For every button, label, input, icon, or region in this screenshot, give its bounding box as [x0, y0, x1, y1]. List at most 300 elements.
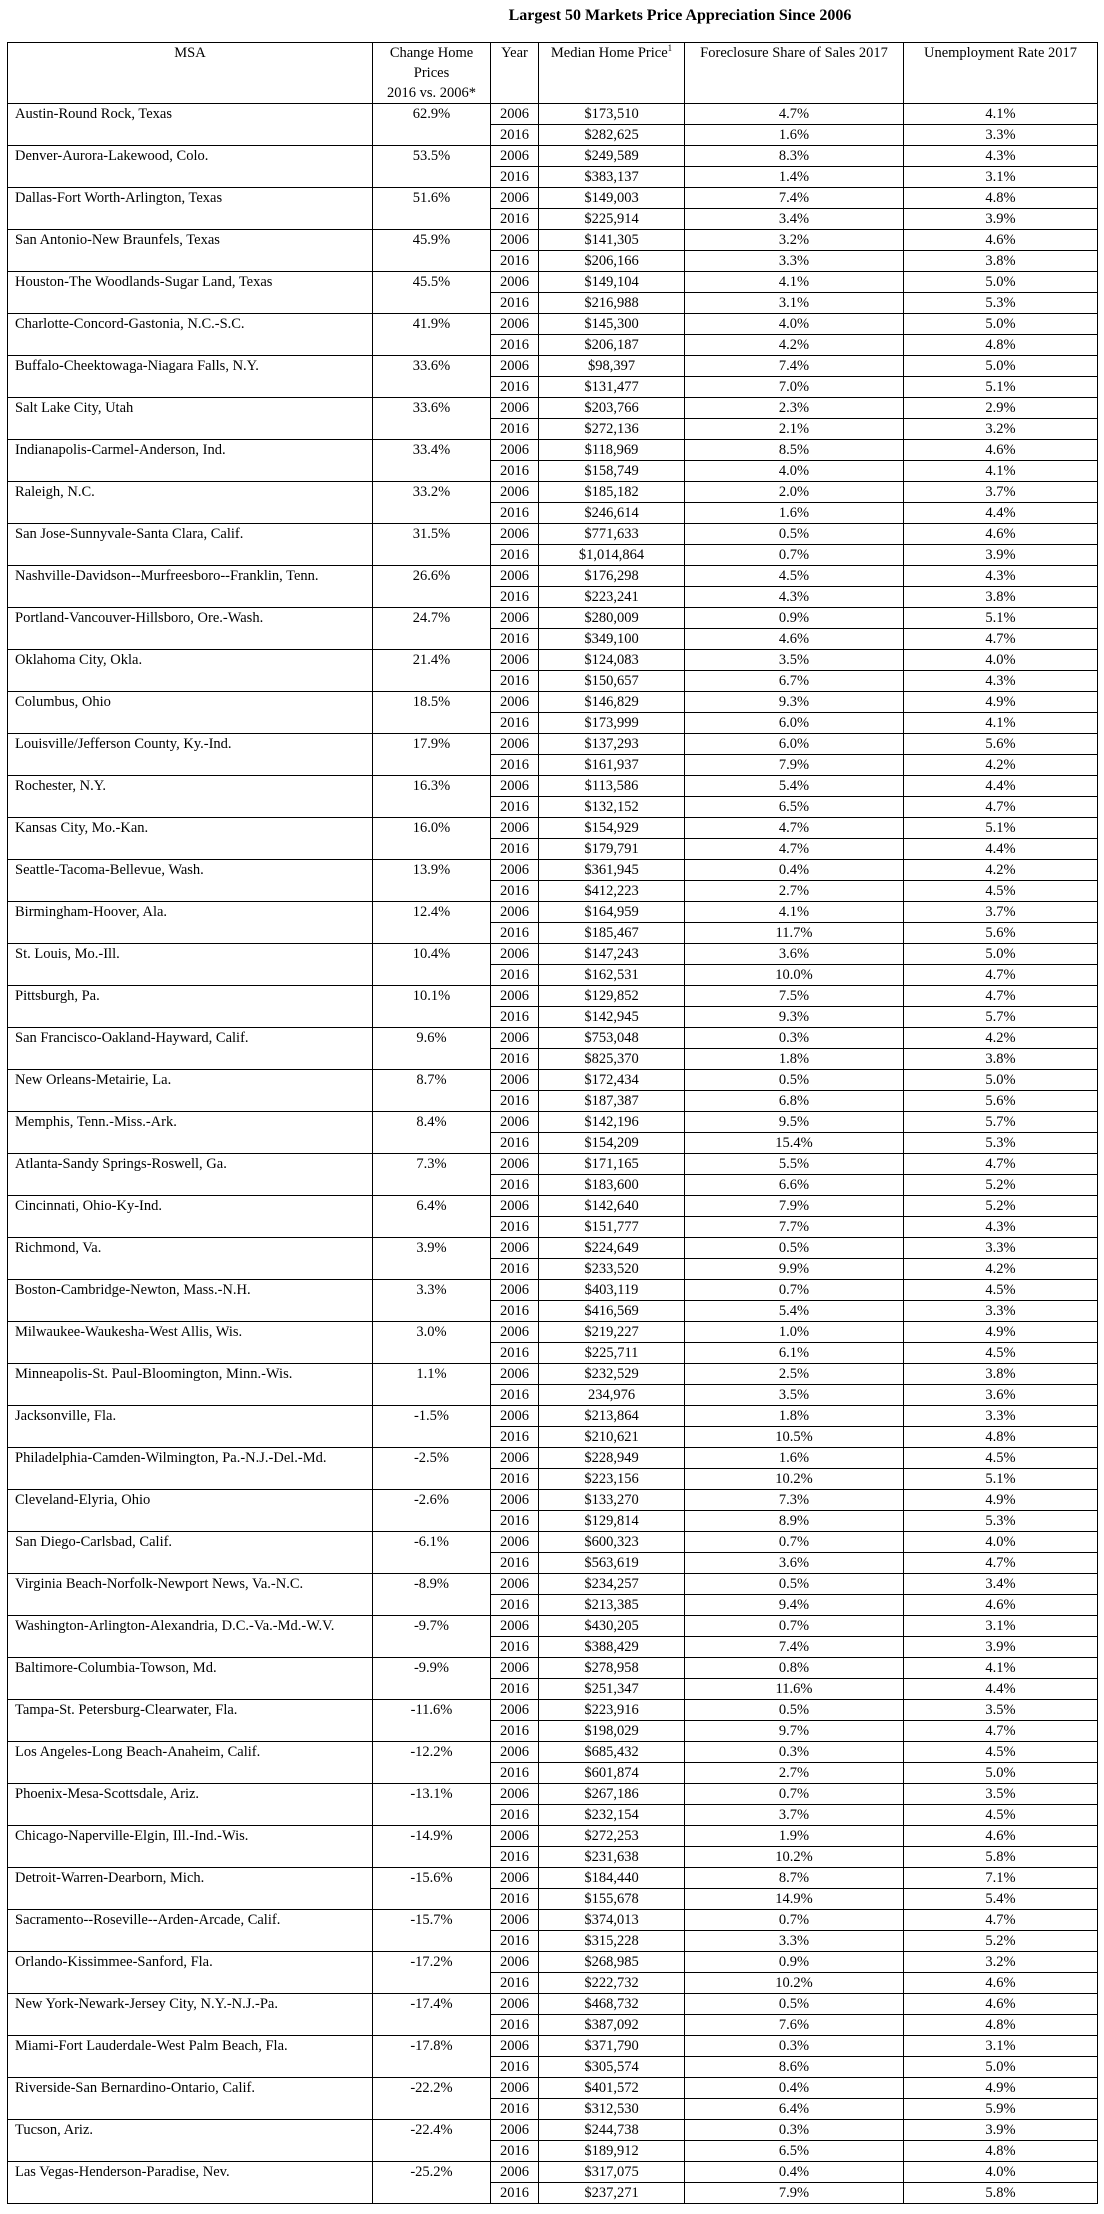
year-cell: 2016 — [491, 1133, 539, 1154]
year-cell: 2016 — [491, 1469, 539, 1490]
unemployment-cell: 3.1% — [904, 1616, 1098, 1637]
change-cell: 7.3% — [373, 1154, 491, 1196]
table-row — [8, 1028, 1098, 1049]
change-cell: 18.5% — [373, 692, 491, 734]
foreclosure-cell: 2.1% — [685, 419, 904, 440]
year-cell: 2006 — [491, 2162, 539, 2183]
change-cell: 12.4% — [373, 902, 491, 944]
median-price-cell: $267,186 — [539, 1784, 685, 1805]
foreclosure-cell: 6.1% — [685, 1343, 904, 1364]
median-price-cell: $430,205 — [539, 1616, 685, 1637]
msa-cell: San Jose-Sunnyvale-Santa Clara, Calif. — [8, 524, 373, 566]
median-price-cell: $563,619 — [539, 1553, 685, 1574]
header-change — [373, 43, 491, 104]
median-price-cell: $825,370 — [539, 1049, 685, 1070]
unemployment-cell: 3.6% — [904, 1385, 1098, 1406]
foreclosure-cell: 6.7% — [685, 671, 904, 692]
median-price-cell: $374,013 — [539, 1910, 685, 1931]
foreclosure-cell: 0.3% — [685, 1742, 904, 1763]
foreclosure-cell: 4.7% — [685, 839, 904, 860]
unemployment-cell: 3.3% — [904, 1406, 1098, 1427]
median-price-cell: $185,182 — [539, 482, 685, 503]
unemployment-cell: 5.7% — [904, 1112, 1098, 1133]
table-row — [8, 1784, 1098, 1805]
median-price-cell: $282,625 — [539, 125, 685, 146]
median-price-cell: $225,711 — [539, 1343, 685, 1364]
median-price-cell: $154,929 — [539, 818, 685, 839]
median-price-cell: $403,119 — [539, 1280, 685, 1301]
header-year: Year — [491, 43, 539, 104]
unemployment-cell: 4.1% — [904, 104, 1098, 125]
median-price-cell: $213,385 — [539, 1595, 685, 1616]
table-row — [8, 1826, 1098, 1847]
foreclosure-cell: 7.0% — [685, 377, 904, 398]
median-price-cell: $468,732 — [539, 1994, 685, 2015]
foreclosure-cell: 11.6% — [685, 1679, 904, 1700]
unemployment-cell: 4.4% — [904, 1679, 1098, 1700]
change-cell: -2.6% — [373, 1490, 491, 1532]
foreclosure-cell: 5.4% — [685, 1301, 904, 1322]
unemployment-cell: 3.7% — [904, 902, 1098, 923]
year-cell: 2016 — [491, 587, 539, 608]
foreclosure-cell: 3.5% — [685, 650, 904, 671]
foreclosure-cell: 7.3% — [685, 1490, 904, 1511]
foreclosure-cell: 9.4% — [685, 1595, 904, 1616]
change-cell: 8.7% — [373, 1070, 491, 1112]
unemployment-cell: 4.6% — [904, 1826, 1098, 1847]
year-cell: 2016 — [491, 1847, 539, 1868]
year-cell: 2016 — [491, 1301, 539, 1322]
change-cell: 45.5% — [373, 272, 491, 314]
change-cell: 13.9% — [373, 860, 491, 902]
unemployment-cell: 3.3% — [904, 125, 1098, 146]
change-cell: -13.1% — [373, 1784, 491, 1826]
header-unemployment: Unemployment Rate 2017 — [904, 43, 1098, 104]
median-price-cell: $349,100 — [539, 629, 685, 650]
unemployment-cell: 5.0% — [904, 1763, 1098, 1784]
table-row — [8, 1994, 1098, 2015]
foreclosure-cell: 4.6% — [685, 629, 904, 650]
change-cell: 33.6% — [373, 398, 491, 440]
foreclosure-cell: 1.6% — [685, 1448, 904, 1469]
foreclosure-cell: 0.7% — [685, 545, 904, 566]
msa-cell: Nashville-Davidson--Murfreesboro--Franklin, Tenn. — [8, 566, 373, 608]
foreclosure-cell: 0.9% — [685, 608, 904, 629]
change-cell: 21.4% — [373, 650, 491, 692]
year-cell: 2016 — [491, 965, 539, 986]
year-cell: 2016 — [491, 1763, 539, 1784]
change-cell: 53.5% — [373, 146, 491, 188]
header-change-line-1: Change Home — [389, 45, 474, 61]
median-price-cell: $171,165 — [539, 1154, 685, 1175]
year-cell: 2006 — [491, 1196, 539, 1217]
year-cell: 2016 — [491, 629, 539, 650]
unemployment-cell: 4.1% — [904, 713, 1098, 734]
year-cell: 2006 — [491, 1322, 539, 1343]
median-price-cell: $251,347 — [539, 1679, 685, 1700]
table-row — [8, 1532, 1098, 1553]
table-row — [8, 1574, 1098, 1595]
median-price-cell: $150,657 — [539, 671, 685, 692]
unemployment-cell: 5.0% — [904, 944, 1098, 965]
median-price-cell: $131,477 — [539, 377, 685, 398]
foreclosure-cell: 6.8% — [685, 1091, 904, 1112]
foreclosure-cell: 9.5% — [685, 1112, 904, 1133]
table-row — [8, 1910, 1098, 1931]
unemployment-cell: 3.2% — [904, 1952, 1098, 1973]
year-cell: 2016 — [491, 419, 539, 440]
change-cell: -9.9% — [373, 1658, 491, 1700]
msa-cell: Kansas City, Mo.-Kan. — [8, 818, 373, 860]
median-price-cell: $185,467 — [539, 923, 685, 944]
year-cell: 2006 — [491, 734, 539, 755]
median-price-cell: $361,945 — [539, 860, 685, 881]
median-price-cell: $387,092 — [539, 2015, 685, 2036]
median-price-cell: $305,574 — [539, 2057, 685, 2078]
foreclosure-cell: 7.6% — [685, 2015, 904, 2036]
median-price-cell: $141,305 — [539, 230, 685, 251]
unemployment-cell: 4.3% — [904, 146, 1098, 167]
table-row — [8, 650, 1098, 671]
header-change-line-2: Prices — [413, 65, 450, 81]
msa-cell: Pittsburgh, Pa. — [8, 986, 373, 1028]
msa-cell: Denver-Aurora-Lakewood, Colo. — [8, 146, 373, 188]
foreclosure-cell: 3.6% — [685, 944, 904, 965]
year-cell: 2006 — [491, 1448, 539, 1469]
foreclosure-cell: 8.9% — [685, 1511, 904, 1532]
foreclosure-cell: 0.4% — [685, 2162, 904, 2183]
median-price-cell: $189,912 — [539, 2141, 685, 2162]
median-price-cell: $151,777 — [539, 1217, 685, 1238]
foreclosure-cell: 6.6% — [685, 1175, 904, 1196]
median-price-cell: $145,300 — [539, 314, 685, 335]
foreclosure-cell: 3.5% — [685, 1385, 904, 1406]
table-row — [8, 1742, 1098, 1763]
change-cell: -2.5% — [373, 1448, 491, 1490]
msa-cell: Dallas-Fort Worth-Arlington, Texas — [8, 188, 373, 230]
unemployment-cell: 4.7% — [904, 1154, 1098, 1175]
year-cell: 2006 — [491, 2078, 539, 2099]
year-cell: 2006 — [491, 1154, 539, 1175]
unemployment-cell: 4.9% — [904, 1490, 1098, 1511]
foreclosure-cell: 0.3% — [685, 1028, 904, 1049]
year-cell: 2016 — [491, 1637, 539, 1658]
year-cell: 2016 — [491, 1805, 539, 1826]
year-cell: 2016 — [491, 1259, 539, 1280]
table-row — [8, 1448, 1098, 1469]
median-price-cell: $278,958 — [539, 1658, 685, 1679]
year-cell: 2006 — [491, 650, 539, 671]
unemployment-cell: 7.1% — [904, 1868, 1098, 1889]
unemployment-cell: 5.3% — [904, 1511, 1098, 1532]
change-cell: 10.1% — [373, 986, 491, 1028]
unemployment-cell: 4.2% — [904, 860, 1098, 881]
median-price-cell: $268,985 — [539, 1952, 685, 1973]
year-cell: 2006 — [491, 398, 539, 419]
unemployment-cell: 3.9% — [904, 1637, 1098, 1658]
table-row — [8, 524, 1098, 545]
table-row — [8, 2162, 1098, 2183]
foreclosure-cell: 10.2% — [685, 1973, 904, 1994]
median-price-cell: $222,732 — [539, 1973, 685, 1994]
foreclosure-cell: 10.5% — [685, 1427, 904, 1448]
change-cell: -17.8% — [373, 2036, 491, 2078]
msa-cell: San Diego-Carlsbad, Calif. — [8, 1532, 373, 1574]
year-cell: 2006 — [491, 566, 539, 587]
foreclosure-cell: 8.5% — [685, 440, 904, 461]
year-cell: 2006 — [491, 2120, 539, 2141]
header-price-footnote: 1 — [667, 43, 673, 54]
change-cell: 33.4% — [373, 440, 491, 482]
median-price-cell: $176,298 — [539, 566, 685, 587]
unemployment-cell: 4.8% — [904, 1427, 1098, 1448]
year-cell: 2006 — [491, 1070, 539, 1091]
year-cell: 2016 — [491, 2099, 539, 2120]
year-cell: 2006 — [491, 1868, 539, 1889]
foreclosure-cell: 4.7% — [685, 818, 904, 839]
year-cell: 2016 — [491, 1007, 539, 1028]
msa-cell: Orlando-Kissimmee-Sanford, Fla. — [8, 1952, 373, 1994]
msa-cell: Los Angeles-Long Beach-Anaheim, Calif. — [8, 1742, 373, 1784]
median-price-cell: $312,530 — [539, 2099, 685, 2120]
year-cell: 2006 — [491, 1826, 539, 1847]
unemployment-cell: 4.7% — [904, 629, 1098, 650]
table-header-row — [8, 43, 1098, 104]
unemployment-cell: 4.1% — [904, 1658, 1098, 1679]
foreclosure-cell: 10.2% — [685, 1847, 904, 1868]
msa-cell: Louisville/Jefferson County, Ky.-Ind. — [8, 734, 373, 776]
median-price-cell: $232,529 — [539, 1364, 685, 1385]
unemployment-cell: 5.0% — [904, 2057, 1098, 2078]
table-row — [8, 1154, 1098, 1175]
year-cell: 2016 — [491, 503, 539, 524]
table-row — [8, 1616, 1098, 1637]
median-price-cell: $124,083 — [539, 650, 685, 671]
year-cell: 2016 — [491, 1931, 539, 1952]
median-price-cell: $158,749 — [539, 461, 685, 482]
change-cell: -9.7% — [373, 1616, 491, 1658]
unemployment-cell: 4.2% — [904, 1028, 1098, 1049]
change-cell: -15.7% — [373, 1910, 491, 1952]
unemployment-cell: 5.1% — [904, 377, 1098, 398]
year-cell: 2016 — [491, 1385, 539, 1406]
year-cell: 2016 — [491, 1427, 539, 1448]
median-price-cell: $137,293 — [539, 734, 685, 755]
unemployment-cell: 5.0% — [904, 272, 1098, 293]
foreclosure-cell: 1.6% — [685, 125, 904, 146]
year-cell: 2006 — [491, 356, 539, 377]
unemployment-cell: 4.9% — [904, 1322, 1098, 1343]
change-cell: -15.6% — [373, 1868, 491, 1910]
year-cell: 2006 — [491, 860, 539, 881]
change-cell: -17.2% — [373, 1952, 491, 1994]
unemployment-cell: 5.6% — [904, 923, 1098, 944]
change-cell: 8.4% — [373, 1112, 491, 1154]
foreclosure-cell: 0.7% — [685, 1532, 904, 1553]
change-cell: -17.4% — [373, 1994, 491, 2036]
foreclosure-cell: 6.0% — [685, 713, 904, 734]
unemployment-cell: 5.8% — [904, 2183, 1098, 2204]
unemployment-cell: 4.6% — [904, 230, 1098, 251]
foreclosure-cell: 0.7% — [685, 1910, 904, 1931]
unemployment-cell: 5.4% — [904, 1889, 1098, 1910]
table-row — [8, 1490, 1098, 1511]
table-row — [8, 1280, 1098, 1301]
median-price-cell: $771,633 — [539, 524, 685, 545]
year-cell: 2016 — [491, 1595, 539, 1616]
header-msa: MSA — [8, 43, 373, 104]
foreclosure-cell: 9.7% — [685, 1721, 904, 1742]
year-cell: 2016 — [491, 293, 539, 314]
median-price-cell: $147,243 — [539, 944, 685, 965]
year-cell: 2006 — [491, 482, 539, 503]
msa-cell: Indianapolis-Carmel-Anderson, Ind. — [8, 440, 373, 482]
unemployment-cell: 4.7% — [904, 965, 1098, 986]
median-price-cell: $216,988 — [539, 293, 685, 314]
unemployment-cell: 3.7% — [904, 482, 1098, 503]
msa-cell: Virginia Beach-Norfolk-Newport News, Va.-N.C. — [8, 1574, 373, 1616]
change-cell: -11.6% — [373, 1700, 491, 1742]
unemployment-cell: 4.7% — [904, 1721, 1098, 1742]
table-row — [8, 1196, 1098, 1217]
median-price-cell: $133,270 — [539, 1490, 685, 1511]
median-price-cell: $129,814 — [539, 1511, 685, 1532]
median-price-cell: $224,649 — [539, 1238, 685, 1259]
msa-cell: Columbus, Ohio — [8, 692, 373, 734]
change-cell: -8.9% — [373, 1574, 491, 1616]
unemployment-cell: 3.8% — [904, 1364, 1098, 1385]
year-cell: 2006 — [491, 986, 539, 1007]
msa-cell: Miami-Fort Lauderdale-West Palm Beach, Fla. — [8, 2036, 373, 2078]
year-cell: 2006 — [491, 1910, 539, 1931]
foreclosure-cell: 0.5% — [685, 524, 904, 545]
foreclosure-cell: 6.4% — [685, 2099, 904, 2120]
year-cell: 2006 — [491, 1364, 539, 1385]
year-cell: 2016 — [491, 1343, 539, 1364]
foreclosure-cell: 1.6% — [685, 503, 904, 524]
year-cell: 2006 — [491, 1994, 539, 2015]
msa-cell: Jacksonville, Fla. — [8, 1406, 373, 1448]
foreclosure-cell: 2.5% — [685, 1364, 904, 1385]
year-cell: 2016 — [491, 923, 539, 944]
median-price-cell: $113,586 — [539, 776, 685, 797]
unemployment-cell: 4.5% — [904, 881, 1098, 902]
header-price — [539, 43, 685, 104]
unemployment-cell: 3.9% — [904, 2120, 1098, 2141]
foreclosure-cell: 1.8% — [685, 1049, 904, 1070]
table-row — [8, 104, 1098, 125]
msa-cell: Houston-The Woodlands-Sugar Land, Texas — [8, 272, 373, 314]
foreclosure-cell: 2.7% — [685, 881, 904, 902]
msa-cell: Memphis, Tenn.-Miss.-Ark. — [8, 1112, 373, 1154]
msa-cell: Birmingham-Hoover, Ala. — [8, 902, 373, 944]
median-price-cell: $98,397 — [539, 356, 685, 377]
foreclosure-cell: 8.6% — [685, 2057, 904, 2078]
median-price-cell: $1,014,864 — [539, 545, 685, 566]
foreclosure-cell: 4.7% — [685, 104, 904, 125]
foreclosure-cell: 6.5% — [685, 2141, 904, 2162]
median-price-cell: $272,253 — [539, 1826, 685, 1847]
change-cell: -6.1% — [373, 1532, 491, 1574]
unemployment-cell: 4.0% — [904, 1532, 1098, 1553]
year-cell: 2016 — [491, 545, 539, 566]
median-price-cell: $225,914 — [539, 209, 685, 230]
median-price-cell: $280,009 — [539, 608, 685, 629]
table-row — [8, 1700, 1098, 1721]
year-cell: 2006 — [491, 272, 539, 293]
foreclosure-cell: 0.7% — [685, 1784, 904, 1805]
unemployment-cell: 4.8% — [904, 2015, 1098, 2036]
foreclosure-cell: 5.5% — [685, 1154, 904, 1175]
change-cell: -14.9% — [373, 1826, 491, 1868]
median-price-cell: $246,614 — [539, 503, 685, 524]
year-cell: 2016 — [491, 1511, 539, 1532]
price-appreciation-table — [7, 42, 1098, 2204]
change-cell: 33.6% — [373, 356, 491, 398]
msa-cell: San Francisco-Oakland-Hayward, Calif. — [8, 1028, 373, 1070]
foreclosure-cell: 4.0% — [685, 461, 904, 482]
unemployment-cell: 4.6% — [904, 524, 1098, 545]
year-cell: 2006 — [491, 776, 539, 797]
foreclosure-cell: 1.8% — [685, 1406, 904, 1427]
median-price-cell: $142,196 — [539, 1112, 685, 1133]
median-price-cell: $206,166 — [539, 251, 685, 272]
median-price-cell: $154,209 — [539, 1133, 685, 1154]
change-cell: 9.6% — [373, 1028, 491, 1070]
year-cell: 2006 — [491, 902, 539, 923]
change-cell: -22.2% — [373, 2078, 491, 2120]
table-row — [8, 230, 1098, 251]
change-cell: 33.2% — [373, 482, 491, 524]
year-cell: 2006 — [491, 1280, 539, 1301]
msa-cell: Sacramento--Roseville--Arden-Arcade, Calif. — [8, 1910, 373, 1952]
foreclosure-cell: 6.0% — [685, 734, 904, 755]
foreclosure-cell: 0.3% — [685, 2120, 904, 2141]
msa-cell: Chicago-Naperville-Elgin, Ill.-Ind.-Wis. — [8, 1826, 373, 1868]
foreclosure-cell: 3.7% — [685, 1805, 904, 1826]
table-row — [8, 188, 1098, 209]
foreclosure-cell: 6.5% — [685, 797, 904, 818]
median-price-cell: $172,434 — [539, 1070, 685, 1091]
year-cell: 2016 — [491, 755, 539, 776]
foreclosure-cell: 8.3% — [685, 146, 904, 167]
unemployment-cell: 5.2% — [904, 1196, 1098, 1217]
foreclosure-cell: 9.9% — [685, 1259, 904, 1280]
year-cell: 2016 — [491, 1973, 539, 1994]
year-cell: 2006 — [491, 1028, 539, 1049]
change-cell: 1.1% — [373, 1364, 491, 1406]
change-cell: 45.9% — [373, 230, 491, 272]
year-cell: 2006 — [491, 1490, 539, 1511]
table-row — [8, 1868, 1098, 1889]
table-row — [8, 482, 1098, 503]
foreclosure-cell: 7.5% — [685, 986, 904, 1007]
median-price-cell: $228,949 — [539, 1448, 685, 1469]
unemployment-cell: 3.9% — [904, 545, 1098, 566]
year-cell: 2006 — [491, 1616, 539, 1637]
unemployment-cell: 4.2% — [904, 1259, 1098, 1280]
median-price-cell: $371,790 — [539, 2036, 685, 2057]
year-cell: 2006 — [491, 314, 539, 335]
median-price-cell: $213,864 — [539, 1406, 685, 1427]
median-price-cell: $164,959 — [539, 902, 685, 923]
change-cell: 62.9% — [373, 104, 491, 146]
unemployment-cell: 4.7% — [904, 986, 1098, 1007]
unemployment-cell: 4.2% — [904, 755, 1098, 776]
unemployment-cell: 4.4% — [904, 776, 1098, 797]
table-row — [8, 860, 1098, 881]
year-cell: 2016 — [491, 797, 539, 818]
